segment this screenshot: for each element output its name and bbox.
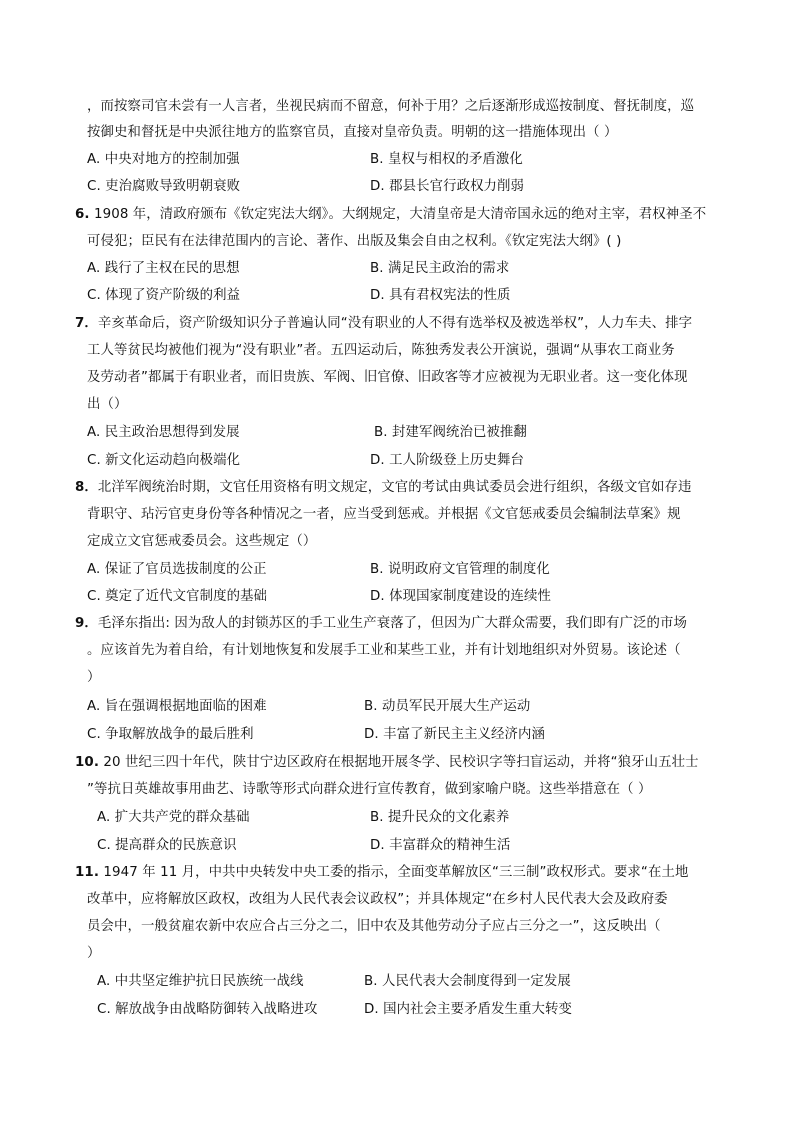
- q7-option-d[interactable]: D. 工人阶级登上历史舞台: [370, 453, 525, 468]
- q5-option-a[interactable]: A. 中央对地方的控制加强: [87, 152, 240, 167]
- q10-line-2: ”等抗日英雄故事用曲艺、诗歌等形式向群众进行宣传教育，做到家喻户晓。这些举措意在（ ）: [87, 782, 652, 797]
- q11-option-c[interactable]: C. 解放战争由战略防御转入战略进攻: [97, 1002, 318, 1017]
- q11-number: 11.: [75, 865, 100, 880]
- q10-line-1: [75, 754, 699, 772]
- q7-line-2: 工人等贫民均被他们视为“没有职业”者。五四运动后，陈独秀发表公开演说，强调“从事农工商业务: [87, 343, 675, 358]
- q6-option-c[interactable]: C. 体现了资产阶级的利益: [87, 288, 241, 303]
- q9-line-3: ）: [87, 670, 101, 685]
- q10-option-c[interactable]: C. 提高群众的民族意识: [97, 838, 237, 853]
- q7-line-1: [75, 315, 692, 333]
- q8-line-1: [75, 479, 692, 497]
- q11-option-d[interactable]: D. 国内社会主要矛盾发生重大转变: [364, 1002, 572, 1017]
- q7-line-4: 出（）: [87, 397, 128, 412]
- q9-text-1: 毛泽东指出: 因为敌人的封锁苏区的手工业生产衰落了，但因为广大群众需要，我们即有广泛的市场: [97, 616, 687, 631]
- q11-line-4: ）: [87, 946, 101, 961]
- q6-option-a[interactable]: A. 践行了主权在民的思想: [87, 261, 240, 276]
- q10-number: 10.: [75, 755, 100, 770]
- q11-line-2: 改革中，应将解放区政权，改组为人民代表会议政权”；并具体规定“在乡村人民代表大会及政府委: [87, 892, 668, 907]
- q8-option-a[interactable]: A. 保证了官员选拔制度的公正: [87, 562, 267, 577]
- q9-number: 9．: [75, 616, 98, 631]
- q7-number: 7．: [75, 316, 98, 331]
- q5-option-b[interactable]: B. 皇权与相权的矛盾激化: [370, 152, 523, 167]
- q11-line-1: [75, 864, 688, 882]
- q9-option-b[interactable]: B. 动员军民开展大生产运动: [364, 699, 531, 714]
- q6-option-d[interactable]: D. 具有君权宪法的性质: [370, 288, 511, 303]
- q10-option-d[interactable]: D. 丰富群众的精神生活: [370, 838, 511, 853]
- q8-option-d[interactable]: D. 体现国家制度建设的连续性: [370, 589, 552, 604]
- q9-line-2: 。应该首先为着自给，有计划地恢复和发展手工业和某些工业，并有计划地组织对外贸易。该论述（: [87, 643, 681, 658]
- q11-line-3: 员会中，一般贫雇农新中农应合占三分之二，旧中农及其他劳动分子应占三分之一”，这反映出（: [87, 919, 661, 934]
- q6-line-2: 可侵犯；臣民有在法律范围内的言论、著作、出版及集会自由之权利。《钦定宪法大纲》( ): [87, 234, 622, 249]
- q7-line-3: 及劳动者”都属于有职业者，而旧贵族、军阀、旧官僚、旧政客等才应被视为无职业者。这一变化体现: [87, 370, 688, 385]
- q11-option-a[interactable]: A. 中共坚定维护抗日民族统一战线: [97, 974, 304, 989]
- q8-line-3: 定成立文官惩戒委员会。这些规定（）: [87, 534, 317, 549]
- q9-line-1: [75, 615, 687, 633]
- q10-option-a[interactable]: A. 扩大共产党的群众基础: [97, 810, 250, 825]
- q5-option-d[interactable]: D. 郡县长官行政权力削弱: [370, 179, 525, 194]
- q10-text-1: 20 世纪三四十年代，陕甘宁边区政府在根据地开展冬学、民校识字等扫盲运动，并将“狼牙山五壮士: [99, 755, 699, 770]
- q6-option-b[interactable]: B. 满足民主政治的需求: [370, 261, 510, 276]
- q7-text-1: 辛亥革命后，资产阶级知识分子普遍认同“没有职业的人不得有选举权及被选举权”，人力车夫、排字: [97, 316, 693, 331]
- q8-option-c[interactable]: C. 奠定了近代文官制度的基础: [87, 589, 268, 604]
- q11-option-b[interactable]: B. 人民代表大会制度得到一定发展: [364, 974, 571, 989]
- q7-option-c[interactable]: C. 新文化运动趋向极端化: [87, 453, 241, 468]
- q8-number: 8．: [75, 480, 98, 495]
- q10-option-b[interactable]: B. 提升民众的文化素养: [370, 810, 510, 825]
- q6-line-1: [75, 206, 706, 224]
- q9-option-d[interactable]: D. 丰富了新民主主义经济内涵: [364, 727, 546, 742]
- q9-option-c[interactable]: C. 争取解放战争的最后胜利: [87, 727, 254, 742]
- q7-option-a[interactable]: A. 民主政治思想得到发展: [87, 425, 240, 440]
- q9-option-a[interactable]: A. 旨在强调根据地面临的困难: [87, 699, 267, 714]
- q6-text-1: 1908 年，清政府颁布《钦定宪法大纲》。大纲规定，大清皇帝是大清帝国永远的绝对主宰，君权神圣不: [89, 207, 707, 222]
- q5-line-2: 按御史和督抚是中央派往地方的监察官员，直接对皇帝负责。明朝的这一措施体现出（ ）: [87, 125, 618, 140]
- q8-option-b[interactable]: B. 说明政府文官管理的制度化: [370, 562, 550, 577]
- q11-text-1: 1947 年 11 月，中共中央转发中央工委的指示，全面变革解放区“三三制”政权形式。要求“在土地: [99, 865, 689, 880]
- q5-option-c[interactable]: C. 吏治腐败导致明朝衰败: [87, 179, 241, 194]
- q5-line-1: ，而按察司官未尝有一人言者，坐视民病而不留意，何补于用？之后逐渐形成巡按制度、督抚制度，巡: [87, 99, 695, 114]
- q6-number: 6.: [75, 207, 90, 222]
- q8-text-1: 北洋军阀统治时期，文官任用资格有明文规定，文官的考试由典试委员会进行组织，各级文官如存违: [97, 480, 692, 495]
- q7-option-b[interactable]: B. 封建军阀统治已被推翻: [374, 425, 527, 440]
- q8-line-2: 背职守、玷污官吏身份等各种情况之一者，应当受到惩戒。并根据《文官惩戒委员会编制法草案》规: [87, 507, 681, 522]
